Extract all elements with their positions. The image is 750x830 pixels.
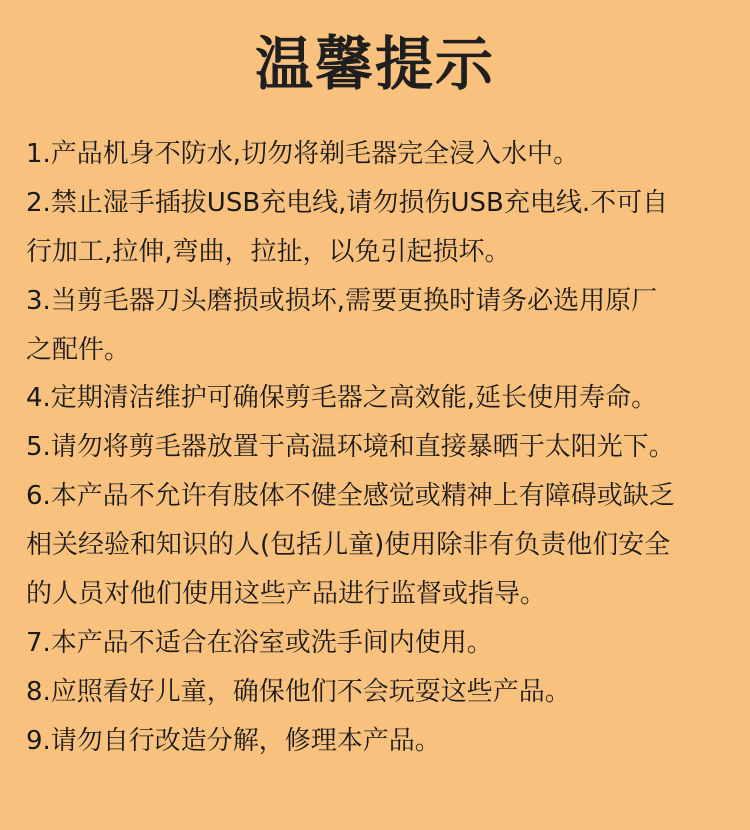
notice-line-9-item-6-cont: 相关经验和知识的人(包括儿童)使用除非有负责他们安全 <box>26 530 671 561</box>
notice-line-3-item-2-cont: 行加工,拉伸,弯曲，拉扯，以免引起损坏。 <box>26 236 511 267</box>
notice-line-2-item-2: 2.禁止湿手插拔USB充电线,请勿损伤USB充电线.不可自 <box>26 187 669 218</box>
notice-line-7-item-5: 5.请勿将剪毛器放置于高温环境和直接暴晒于太阳光下。 <box>26 432 675 463</box>
notice-line-10-item-6-cont: 的人员对他们使用这些产品进行监督或指导。 <box>26 579 547 610</box>
notice-line-5-item-3-cont: 之配件。 <box>26 334 131 365</box>
notice-line-6-item-4: 4.定期清洁维护可确保剪毛器之高效能,延长使用寿命。 <box>26 383 658 414</box>
page-title: 温馨提示 <box>254 30 495 98</box>
notice-list <box>26 130 734 766</box>
notice-line-1-item-1: 1.产品机身不防水,切勿将剃毛器完全浸入水中。 <box>26 139 580 169</box>
notice-line-12-item-8: 8.应照看好儿童，确保他们不会玩耍这些产品。 <box>26 676 571 707</box>
notice-line-13-item-9: 9.请勿自行改造分解，修理本产品。 <box>26 725 441 756</box>
notice-line-8-item-6: 6.本产品不允许有肢体不健全感觉或精神上有障碍或缺乏 <box>26 481 675 512</box>
notice-line-11-item-7: 7.本产品不适合在浴室或洗手间内使用。 <box>26 627 493 658</box>
notice-line-4-item-3: 3.当剪毛器刀头磨损或损坏,需要更换时请务必选用原厂 <box>26 285 658 316</box>
